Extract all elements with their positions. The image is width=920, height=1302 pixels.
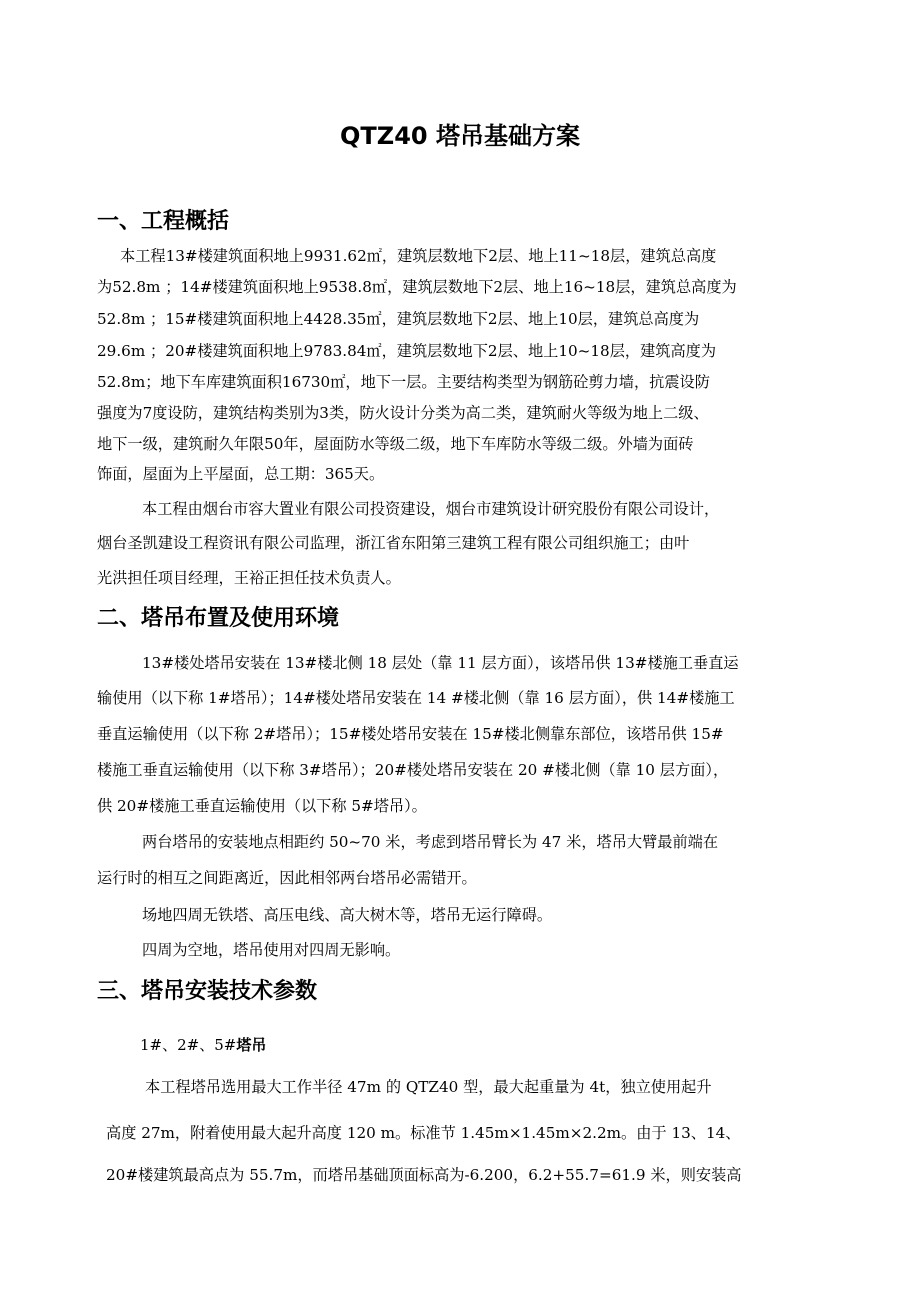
paragraph-line: 四周为空地，塔吊使用对四周无影响。 bbox=[142, 941, 401, 959]
section-2-heading: 二、塔吊布置及使用环境 bbox=[97, 606, 340, 631]
paragraph-line: 烟台圣凯建设工程资讯有限公司监理，浙江省东阳第三建筑工程有限公司组织施工；由叶 bbox=[97, 534, 690, 552]
paragraph-line: 垂直运输使用（以下称 2#塔吊）；15#楼处塔吊安装在 15#楼北侧靠东部位，该塔吊供 15# bbox=[97, 725, 724, 743]
paragraph-line: 本工程由烟台市容大置业有限公司投资建设，烟台市建筑设计研究股份有限公司设计， bbox=[142, 500, 720, 518]
paragraph-line: 本工程13#楼建筑面积地上9931.62㎡，建筑层数地下2层、地上11~18层，建筑总高度 bbox=[120, 247, 717, 265]
section-3-heading: 三、塔吊安装技术参数 bbox=[97, 979, 318, 1004]
paragraph-line: 地下一级，建筑耐久年限50年，屋面防水等级二级，地下车库防水等级二级。外墙为面砖 bbox=[97, 435, 694, 453]
paragraph-line: 本工程塔吊选用最大工作半径 47m 的 QTZ40 型，最大起重量为 4t，独立使用起升 bbox=[145, 1078, 712, 1096]
paragraph-line: 52.8m；地下车库建筑面积16730㎡，地下一层。主要结构类型为钢筋砼剪力墙，抗震设防 bbox=[97, 373, 710, 391]
paragraph-line: 运行时的相互之间距离近，因此相邻两台塔吊必需错开。 bbox=[97, 869, 477, 887]
paragraph-line: 输使用（以下称 1#塔吊）；14#楼处塔吊安装在 14 #楼北侧（靠 16 层方面），供 14#楼施工 bbox=[97, 689, 735, 707]
paragraph-line: 13#楼处塔吊安装在 13#楼北侧 18 层处（靠 11 层方面），该塔吊供 13#楼施工垂直运 bbox=[142, 654, 739, 672]
paragraph-line: 强度为7度设防，建筑结构类别为3类，防火设计分类为高二类，建筑耐火等级为地上二级、 bbox=[97, 404, 709, 422]
paragraph-line: 29.6m ；20#楼建筑面积地上9783.84㎡，建筑层数地下2层、地上10~18层，建筑高度为 bbox=[97, 342, 717, 360]
paragraph-line: 场地四周无铁塔、高压电线、高大树木等，塔吊无运行障碍。 bbox=[142, 906, 553, 924]
paragraph-line: 两台塔吊的安装地点相距约 50~70 米，考虑到塔吊臂长为 47 米，塔吊大臂最前端在 bbox=[142, 833, 719, 851]
subheading-bold: 塔吊 bbox=[236, 1036, 267, 1054]
paragraph-line: 52.8m ；15#楼建筑面积地上4428.35㎡，建筑层数地下2层、地上10层，建筑总高度为 bbox=[97, 310, 700, 328]
subheading bbox=[140, 1033, 266, 1057]
paragraph-line: 饰面，屋面为上平屋面，总工期：365天。 bbox=[97, 465, 385, 483]
paragraph-line: 高度 27m，附着使用最大起升高度 120 m。标准节 1.45m×1.45m×2.2m。由于 13、14、 bbox=[106, 1124, 741, 1142]
subheading-prefix: 1#、2#、5# bbox=[140, 1036, 237, 1054]
paragraph-line: 20#楼建筑最高点为 55.7m，而塔吊基础顶面标高为-6.200，6.2+55.7=61.9 米，则安装高 bbox=[106, 1166, 742, 1184]
paragraph-line: 供 20#楼施工垂直运输使用（以下称 5#塔吊）。 bbox=[97, 797, 427, 815]
page-title: QTZ40 塔吊基础方案 bbox=[340, 122, 580, 150]
section-1-heading: 一、工程概括 bbox=[97, 209, 230, 234]
paragraph-line: 为52.8m ；14#楼建筑面积地上9538.8㎡，建筑层数地下2层、地上16~18层，建筑总高度为 bbox=[97, 278, 737, 296]
paragraph-line: 楼施工垂直运输使用（以下称 3#塔吊）；20#楼处塔吊安装在 20 #楼北侧（靠 10 层方面）， bbox=[97, 761, 729, 779]
paragraph-line: 光洪担任项目经理，王裕正担任技术负责人。 bbox=[97, 569, 401, 587]
